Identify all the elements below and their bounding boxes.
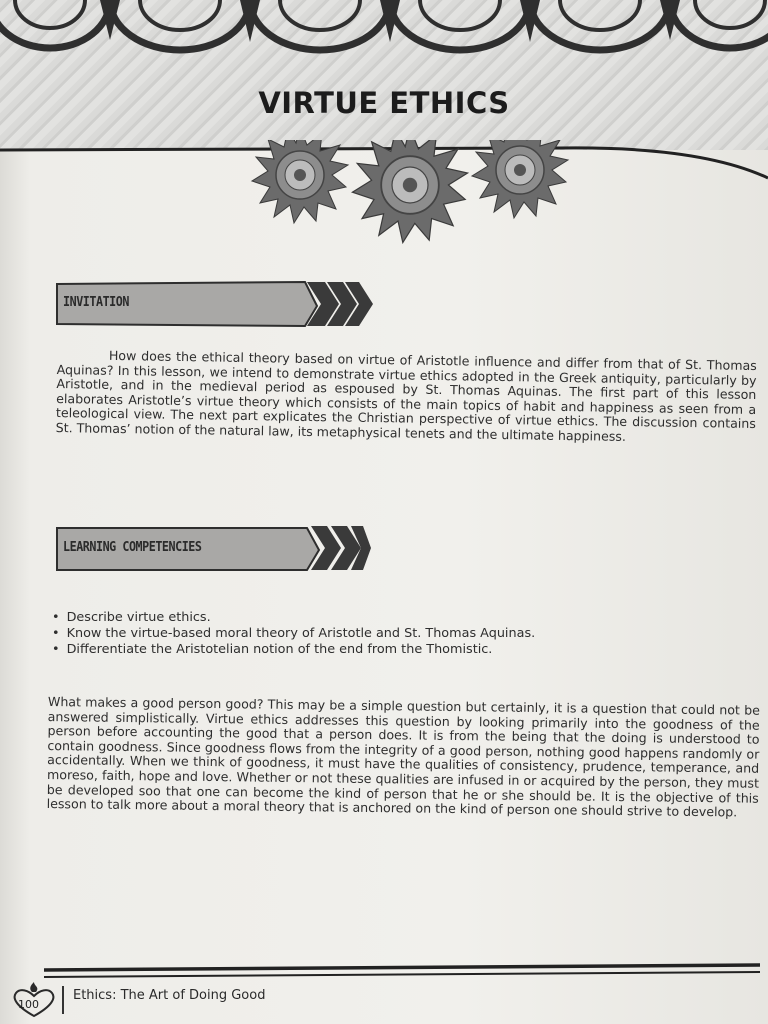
invitation-heading: INVITATION xyxy=(63,295,129,310)
footer-double-rule xyxy=(44,962,760,982)
invitation-banner xyxy=(55,278,375,328)
body-paragraph: What makes a good person good? This may be a simple question but certainly, it is a question that could not be answered simplistically. Virtue ethics addresses this question by looking primarily into the goodness of the person before accounting the good that a person does. It is from the being that the doing is understood to contain goodness. Since goodness flows from the integrity of a good person, nothing good happens randomly or accidentally. When we think of goodness, it must have the qualities of consistency, prudence, temperance, and moreso, faith, hope and love. Whether or not these qualities are infused in or acquired by the person, they must be developed soo that one can become the kind of person that he or she should be. It is the objective of this lesson to talk more about a moral theory that is anchored on the kind of person one should strive to develop. xyxy=(46,694,760,820)
invitation-paragraph: How does the ethical theory based on virtue of Aristotle influence and differ from that of St. Thomas Aquinas? In this lesson, we intend to demonstrate virtue ethics adopted in the Greek antiquity, particularly by Aristotle, and in the medieval period as espoused by St. Thomas Aquinas. The first part of this lesson elaborates Aristotle’s virtue theory which consists of the main topics of habit and happiness as seen from a teleological view. The next part explicates the Christian perspective of virtue ethics. The discussion contains St. Thomas’ notion of the natural law, its metaphysical tenets and the ultimate happiness. xyxy=(55,347,757,444)
list-item: • Differentiate the Aristotelian notion of the end from the Thomistic. xyxy=(52,642,535,658)
page-title: VIRTUE ETHICS xyxy=(258,86,510,120)
scallop-arch-border xyxy=(0,0,768,55)
list-item: • Know the virtue-based moral theory of Aristotle and St. Thomas Aquinas. xyxy=(52,626,535,642)
page-number: 100 xyxy=(18,998,39,1011)
book-title: Ethics: The Art of Doing Good xyxy=(73,988,266,1003)
learning-competencies-heading: LEARNING COMPETENCIES xyxy=(63,540,202,555)
footer-divider xyxy=(62,986,64,1014)
learning-competencies-banner xyxy=(55,524,375,574)
competencies-list xyxy=(52,610,535,658)
list-item: • Describe virtue ethics. xyxy=(52,610,535,626)
page-footer xyxy=(10,982,410,1018)
mandala-ornament-icon xyxy=(230,140,610,245)
